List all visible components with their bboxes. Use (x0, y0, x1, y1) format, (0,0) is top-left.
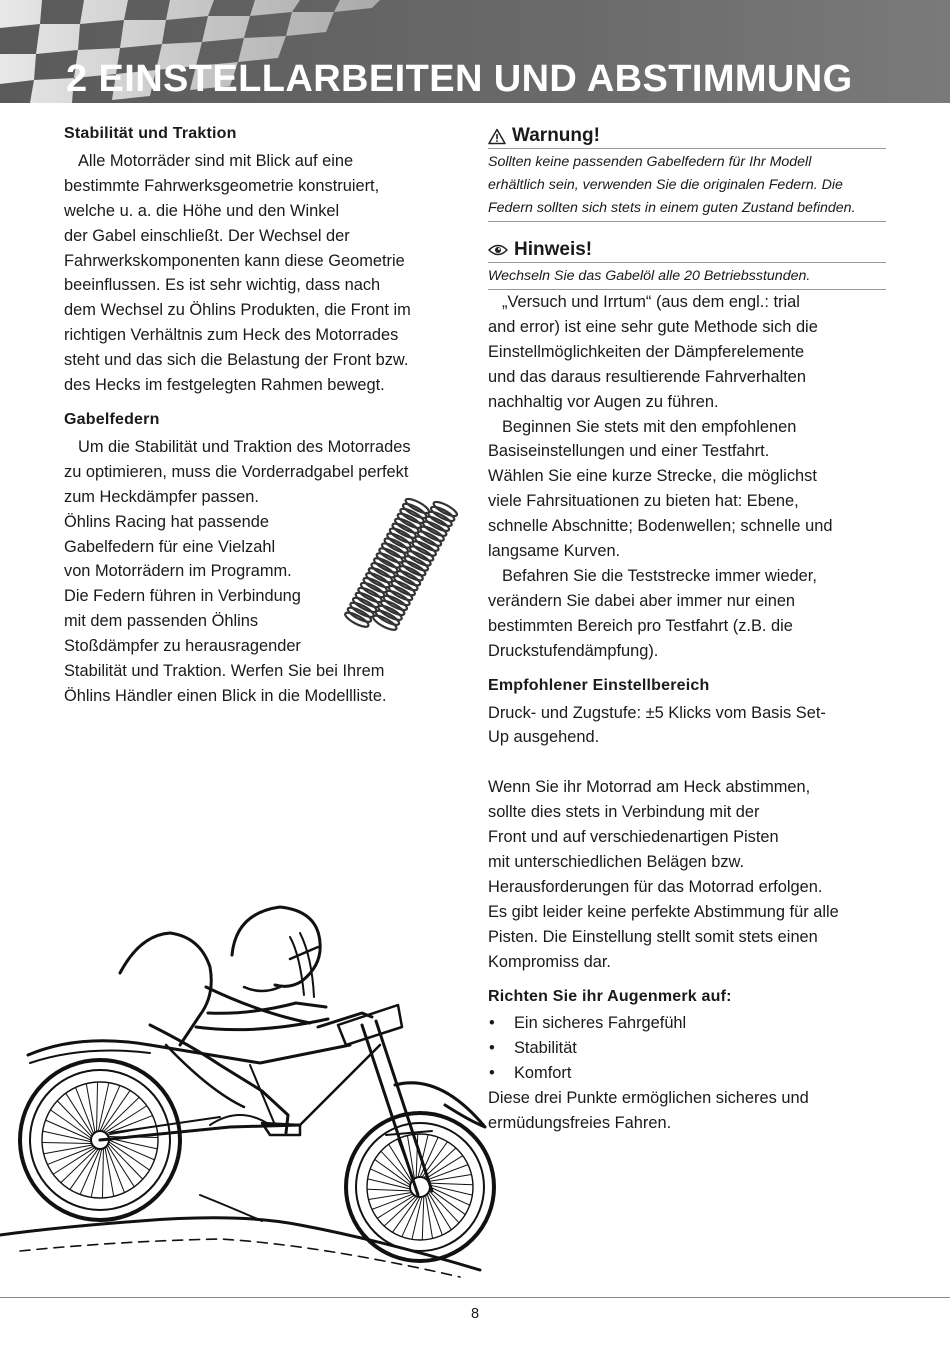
text-line: Kompromiss dar. (488, 952, 611, 971)
note-text (488, 263, 886, 289)
list-item: • Komfort (488, 1061, 886, 1086)
text-line: bestimmte Fahrwerksgeometrie konstruiert, (64, 176, 380, 195)
body-text (488, 290, 886, 664)
list-item: • Stabilität (488, 1036, 886, 1061)
range-text (488, 701, 886, 751)
text-line: Öhlins Racing hat passende (64, 512, 270, 531)
text-line: Fahrwerkskomponenten kann diese Geometrie (64, 251, 405, 270)
note-title (488, 238, 886, 262)
text-line: „Versuch und Irrtum“ (aus dem engl.: trial (502, 293, 800, 311)
section-heading: Stabilität und Traktion (64, 125, 237, 142)
text-line: Federn sollten sich stets in einem guten Zustand befinden. (488, 200, 856, 216)
warning-box (488, 124, 886, 222)
warning-triangle-icon (488, 128, 506, 145)
section-heading: Richten Sie ihr Augenmerk auf: (488, 987, 732, 1005)
warning-title-text: Warnung! (512, 125, 600, 146)
fork-springs-illustration (340, 490, 465, 635)
text-line: Einstellmöglichkeiten der Dämpferelemente (488, 342, 805, 361)
text-line: Diese drei Punkte ermöglichen sicheres und (488, 1089, 809, 1108)
wheel-spoke (422, 1196, 424, 1240)
text-line: des Hecks im festgelegten Rahmen bewegt. (64, 376, 385, 395)
section-heading: Empfohlener Einstellbereich (488, 676, 710, 694)
motocross-rider-illustration (0, 895, 500, 1285)
text-line: schnelle Abschnitte; Bodenwellen; schnelle und (488, 517, 833, 536)
tuning-text (488, 775, 886, 974)
text-line: steht und das sich die Belastung der Front bzw. (64, 351, 409, 370)
text-line: Um die Stabilität und Traktion des Motorrades (78, 437, 411, 456)
wheel-spoke (102, 1148, 103, 1198)
wheel-spoke (426, 1195, 433, 1238)
text-line: Wenn Sie ihr Motorrad am Heck abstimmen, (488, 778, 811, 797)
wheel-spoke (97, 1082, 98, 1132)
text-line: Es gibt leider keine perfekte Abstimmung für alle (488, 902, 839, 921)
text-line: Pisten. Die Einstellung stellt somit stets einen (488, 927, 818, 946)
text-line: Stabilität und Traktion. Werfen Sie bei Ihrem (64, 662, 385, 681)
right-column (488, 124, 886, 1136)
text-line: mit dem passenden Öhlins (64, 612, 259, 631)
section-body (64, 149, 464, 398)
text-line: bestimmten Bereich pro Testfahrt (z.B. die (488, 616, 793, 635)
text-line: Öhlins Händler einen Blick in die Modellliste. (64, 686, 387, 705)
text-line: erhältlich sein, verwenden Sie die originalen Federn. Die (488, 177, 843, 193)
text-line: nachhaltig vor Augen zu führen. (488, 392, 719, 411)
text-line: sollte dies stets in Verbindung mit der (488, 803, 760, 822)
text-line: beeinflussen. Es ist sehr wichtig, dass nach (64, 276, 381, 295)
wheel-spoke (42, 1142, 92, 1143)
text-line: viele Fahrsituationen zu bieten hat: Ebene, (488, 492, 799, 511)
warning-title (488, 124, 886, 148)
text-line: mit unterschiedlichen Belägen bzw. (488, 853, 745, 872)
text-line: Up ausgehend. (488, 728, 600, 747)
note-title-text: Hinweis! (514, 239, 593, 260)
text-line: Wechseln Sie das Gabelöl alle 20 Betriebsstunden. (488, 268, 811, 284)
wheel-spoke (372, 1194, 413, 1209)
text-line: von Motorrädern im Programm. (64, 562, 292, 581)
text-line: dem Wechsel zu Öhlins Produkten, die Front im (64, 301, 411, 320)
wheel-spoke (428, 1174, 471, 1181)
text-line: richtigen Verhältnis zum Heck des Motorrades (64, 326, 399, 345)
text-line: Alle Motorräder sind mit Blick auf eine (78, 151, 354, 170)
text-line: ermüdungsfreies Fahren. (488, 1114, 672, 1133)
text-line: welche u. a. die Höhe und den Winkel (64, 201, 340, 220)
wheel-spoke (429, 1183, 473, 1185)
wheel-spoke (427, 1194, 442, 1235)
text-line: und das daraus resultierende Fahrverhalten (488, 367, 806, 386)
text-line: Herausforderungen für das Motorrad erfolgen. (488, 877, 823, 896)
text-line: Sollten keine passenden Gabelfedern für Ihr Modell (488, 154, 812, 170)
focus-list (488, 1011, 886, 1086)
wheel-spoke (367, 1189, 411, 1191)
text-line: Befahren Sie die Teststrecke immer wieder, (502, 566, 817, 585)
text-line: Front und auf verschiedenartigen Pisten (488, 828, 779, 847)
text-line: zum Heckdämpfer passen. (64, 487, 259, 506)
warning-text (488, 149, 886, 221)
text-line: Druck- und Zugstufe: ±5 Klicks vom Basis Set- (488, 703, 826, 722)
list-item: • Ein sicheres Fahrgefühl (488, 1011, 886, 1036)
text-line: zu optimieren, muss die Vorderradgabel perfekt (64, 462, 409, 481)
page-number: 8 (470, 1306, 480, 1322)
text-line: Gabelfedern für eine Vielzahl (64, 537, 276, 556)
eye-icon (488, 243, 508, 257)
page-header (0, 0, 950, 103)
text-line: langsame Kurven. (488, 542, 621, 561)
text-line: Beginnen Sie stets mit den empfohlenen (502, 417, 797, 436)
page-title: 2 EINSTELLARBEITEN UND ABSTIMMUNG (66, 58, 853, 100)
wheel-spoke (427, 1165, 468, 1180)
text-line: Basiseinstellungen und einer Testfahrt. (488, 442, 770, 461)
text-line: der Gabel einschließt. Der Wechsel der (64, 226, 350, 245)
text-line: Stoßdämpfer zu herausragender (64, 637, 301, 656)
note-box (488, 238, 886, 290)
text-line: Druckstufendämpfung). (488, 641, 659, 660)
footer-rule (0, 1297, 950, 1298)
text-line: Die Federn führen in Verbindung (64, 587, 301, 606)
text-line: Wählen Sie eine kurze Strecke, die möglichst (488, 467, 817, 486)
section-heading: Gabelfedern (64, 410, 160, 428)
text-line: verändern Sie dabei aber immer nur einen (488, 591, 796, 610)
wheel-spoke (369, 1193, 412, 1200)
text-line: and error) ist eine sehr gute Methode sich die (488, 317, 818, 336)
